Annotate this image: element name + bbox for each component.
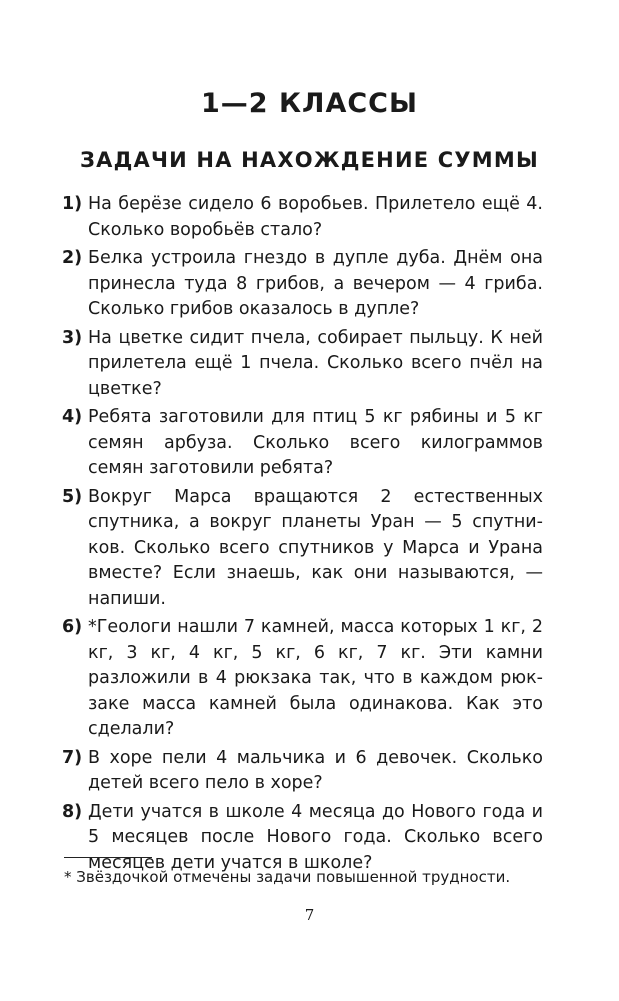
task-text: На цветке сидит пчела, собирает пыльцу. К ней прилетела ещё 1 пчела. Сколько всего пчёл на цветке? <box>88 327 543 399</box>
task-number: 6) <box>62 617 83 637</box>
task-item <box>55 405 543 482</box>
footnote-divider <box>64 857 152 858</box>
task-text: Дети учатся в школе 4 месяца до Нового года и 5 месяцев после Нового года. Сколько всего месяцев дети учатся в школе? <box>88 801 543 873</box>
page-title: 1—2 КЛАССЫ <box>201 88 418 119</box>
task-number: 7) <box>62 747 83 768</box>
task-list <box>55 192 543 879</box>
task-text: Ребята заготовили для птиц 5 кг рябины и 5 кг семян арбуза. Сколько всего килограммов семян заготовили ребята? <box>88 407 543 478</box>
task-number: 5) <box>62 486 83 507</box>
task-text: На берёзе сидело 6 воробьев. Прилетело ещё 4. Сколько воробьёв стало? <box>88 194 543 240</box>
section-title: ЗАДАЧИ НА НАХОЖДЕНИЕ СУММЫ <box>80 148 539 172</box>
task-item <box>55 485 543 613</box>
task-text: В хоре пели 4 мальчика и 6 девочек. Сколько детей всего пело в хоре? <box>88 747 543 793</box>
task-number: 1) <box>62 194 83 214</box>
task-number: 4) <box>62 407 83 427</box>
task-number: 8) <box>62 801 83 822</box>
task-text: *Геологи нашли 7 камней, масса которых 1 кг, 2 кг, 3 кг, 4 кг, 5 кг, 6 кг, 7 кг. Эти камни разложили в 4 рюкзака так, что в каждом рюкзаке масса камней была одинакова. Как это сделали? <box>88 617 543 739</box>
footnote: * Звёздочкой отмечены задачи повышенной трудности. <box>64 868 511 886</box>
task-item <box>55 800 543 877</box>
task-text: Белка устроила гнездо в дупле дуба. Днём она принесла туда 8 грибов, а вечером — 4 гриба. Сколько грибов оказалось в дупле? <box>88 248 543 319</box>
page-number: 7 <box>304 906 315 924</box>
task-item <box>55 326 543 403</box>
task-item <box>55 192 543 243</box>
task-item <box>55 615 543 743</box>
task-number: 2) <box>62 248 83 268</box>
task-text: Вокруг Марса вращаются 2 естественных спутника, а вокруг планеты Уран — 5 спутников. Сколько всего спутников у Марса и Урана вместе? Если знаешь, как они называются, — напиши. <box>88 486 543 609</box>
task-number: 3) <box>62 327 83 348</box>
task-item <box>55 746 543 797</box>
task-item <box>55 246 543 323</box>
